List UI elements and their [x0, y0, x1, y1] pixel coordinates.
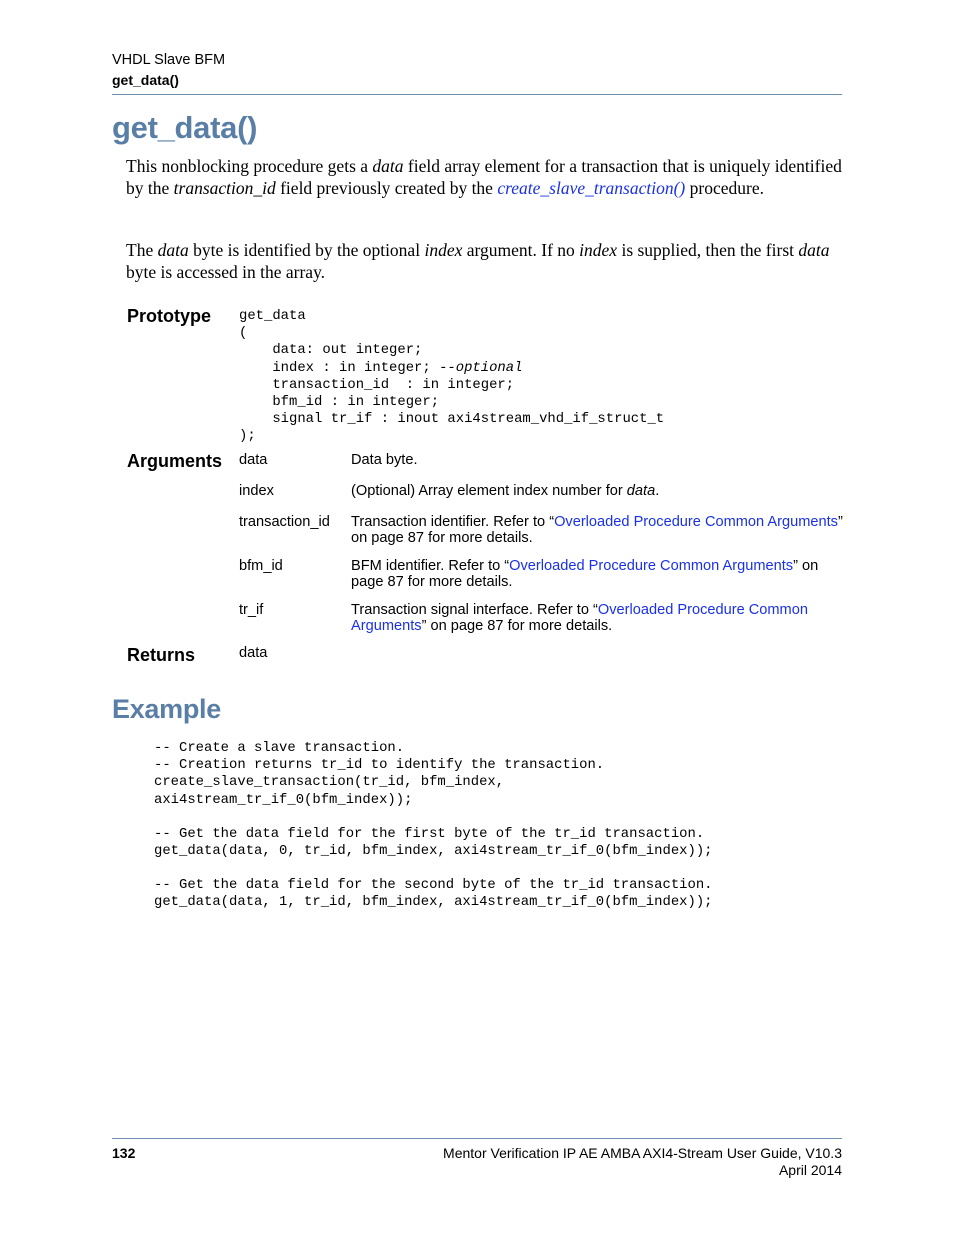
- intro-paragraph-1: This nonblocking procedure gets a data field array element for a transaction that is uniquely identified by the transaction_id field previously created by the create_slave_transaction() procedure.: [126, 156, 842, 198]
- prototype-line: bfm_id : in integer;: [239, 394, 440, 411]
- returns-label: Returns: [127, 645, 196, 665]
- argument-name: data: [239, 452, 268, 468]
- argument-description: Transaction identifier. Refer to “Overloaded Procedure Common Arguments” on page 87 for more details.: [351, 514, 843, 546]
- footer-rule: [112, 1138, 842, 1139]
- argument-description: (Optional) Array element index number for data.: [351, 483, 660, 499]
- prototype-line: get_data: [239, 308, 306, 324]
- optional-comment: --optional: [439, 359, 523, 376]
- prototype-line: transaction_id : in integer;: [239, 376, 515, 393]
- prototype-label: Prototype: [127, 306, 212, 326]
- argument-name: transaction_id: [239, 514, 330, 530]
- running-header-section: get_data(): [112, 72, 179, 88]
- argument-name: tr_if: [239, 602, 264, 618]
- footer-date: April 2014: [778, 1162, 842, 1178]
- arguments-label: Arguments: [127, 451, 223, 471]
- argument-description: Data byte.: [351, 452, 418, 468]
- overloaded-args-link[interactable]: Overloaded Procedure Common Arguments: [554, 514, 838, 530]
- intro-paragraph-2: The data byte is identified by the optional index argument. If no index is supplied, then the first data byte is accessed in the array.: [126, 240, 830, 282]
- header-rule: [112, 94, 842, 95]
- returns-value: data: [239, 645, 268, 661]
- overloaded-args-link[interactable]: Overloaded Procedure Common Arguments: [351, 602, 808, 634]
- page-number: 132: [112, 1145, 136, 1161]
- prototype-line: signal tr_if : inout axi4stream_vhd_if_struct_t: [239, 411, 665, 428]
- prototype-code: [239, 308, 664, 446]
- footer-doc-title: Mentor Verification IP AE AMBA AXI4-Stream User Guide, V10.3: [443, 1145, 842, 1161]
- prototype-line: index : in integer; --optional: [239, 359, 523, 376]
- prototype-line: (: [239, 325, 248, 342]
- example-code-block: -- Create a slave transaction. -- Creation returns tr_id to identify the transaction. create_slave_transaction(tr_id, bfm_index, axi4stream_tr_if_0(bfm_index));: [154, 740, 605, 808]
- argument-description: Transaction signal interface. Refer to “Overloaded Procedure Common Arguments” on page 87 for more details.: [351, 602, 808, 634]
- example-code-block: -- Get the data field for the first byte of the tr_id transaction. get_data(data, 0, tr_id, bfm_index, axi4stream_tr_if_0(bfm_index));: [154, 826, 713, 860]
- prototype-line: data: out integer;: [239, 342, 423, 359]
- argument-description: BFM identifier. Refer to “Overloaded Procedure Common Arguments” on page 87 for more details.: [351, 558, 819, 590]
- example-heading: Example: [112, 694, 221, 724]
- page-title: get_data(): [112, 110, 258, 145]
- argument-name: bfm_id: [239, 558, 283, 574]
- footer-document-info: [443, 1145, 842, 1179]
- prototype-line: );: [239, 428, 256, 445]
- argument-name: index: [239, 483, 274, 499]
- overloaded-args-link[interactable]: Overloaded Procedure Common Arguments: [509, 558, 794, 574]
- create-slave-transaction-link[interactable]: create_slave_transaction(): [497, 178, 686, 198]
- example-code-block: -- Get the data field for the second byte of the tr_id transaction. get_data(data, 1, tr_id, bfm_index, axi4stream_tr_if_0(bfm_index));: [154, 877, 713, 911]
- running-header-chapter: VHDL Slave BFM: [112, 52, 226, 68]
